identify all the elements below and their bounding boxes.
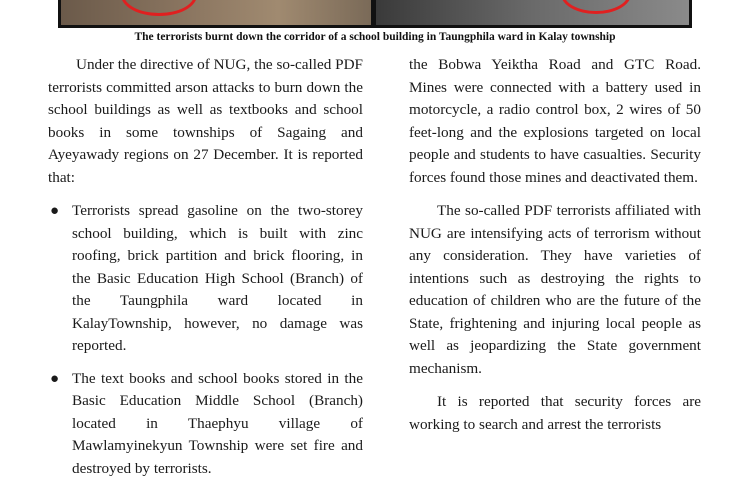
right-column: [409, 54, 701, 447]
incident-list: [48, 200, 363, 480]
list-item: [48, 368, 363, 481]
school-corridor-photo: [61, 0, 371, 25]
photo-caption: The terrorists burnt down the corridor of a school building in Taungphila ward in Kalay township: [134, 31, 616, 43]
security-paragraph: It is reported that security forces are working to search and arrest the terrorists: [409, 393, 701, 433]
red-highlight-circle: [121, 0, 197, 16]
list-item-text: The text books and school books stored in the Basic Education Middle School (Branch) located in Thaephyu village of Mawlamyinekyun Township were set fire and destroyed by terrorists.: [72, 369, 363, 477]
terrorism-paragraph: The so-called PDF terrorists affiliated with NUG are intensifying acts of terrorism without any consideration. They have varieties of intentions such as destroying the rights to education of children who are the future of the State, frightening and injuring local people as well as jeopardizing the State government mechanism.: [409, 202, 701, 377]
left-column: [48, 54, 363, 490]
continuation-paragraph: the Bobwa Yeiktha Road and GTC Road. Mines were connected with a battery used in motorcycle, a radio control box, 2 wires of 50 feet-long and the explosions targeted on local people and students to have casualties. Security forces found those mines and deactivated them.: [409, 56, 701, 186]
bullet-icon: ●: [50, 370, 60, 387]
bullet-icon: ●: [50, 203, 60, 219]
burnt-corridor-photo: [376, 0, 689, 25]
list-item-text: Terrorists spread gasoline on the two-storey school building, which is built with zinc roofing, brick partition and brick flooring, in the Basic Education High School (Branch) of the Taungphila ward located in KalayTownship, however, no damage was reported.: [72, 202, 363, 354]
red-highlight-circle: [561, 0, 631, 14]
list-item: [48, 200, 363, 358]
intro-paragraph: Under the directive of NUG, the so-called PDF terrorists committed arson attacks to burn down the school buildings as well as textbooks and school books in some townships of Sagaing and Ayeyawady regions on 27 December. It is reported that:: [48, 56, 363, 186]
photo-strip: [58, 0, 692, 28]
